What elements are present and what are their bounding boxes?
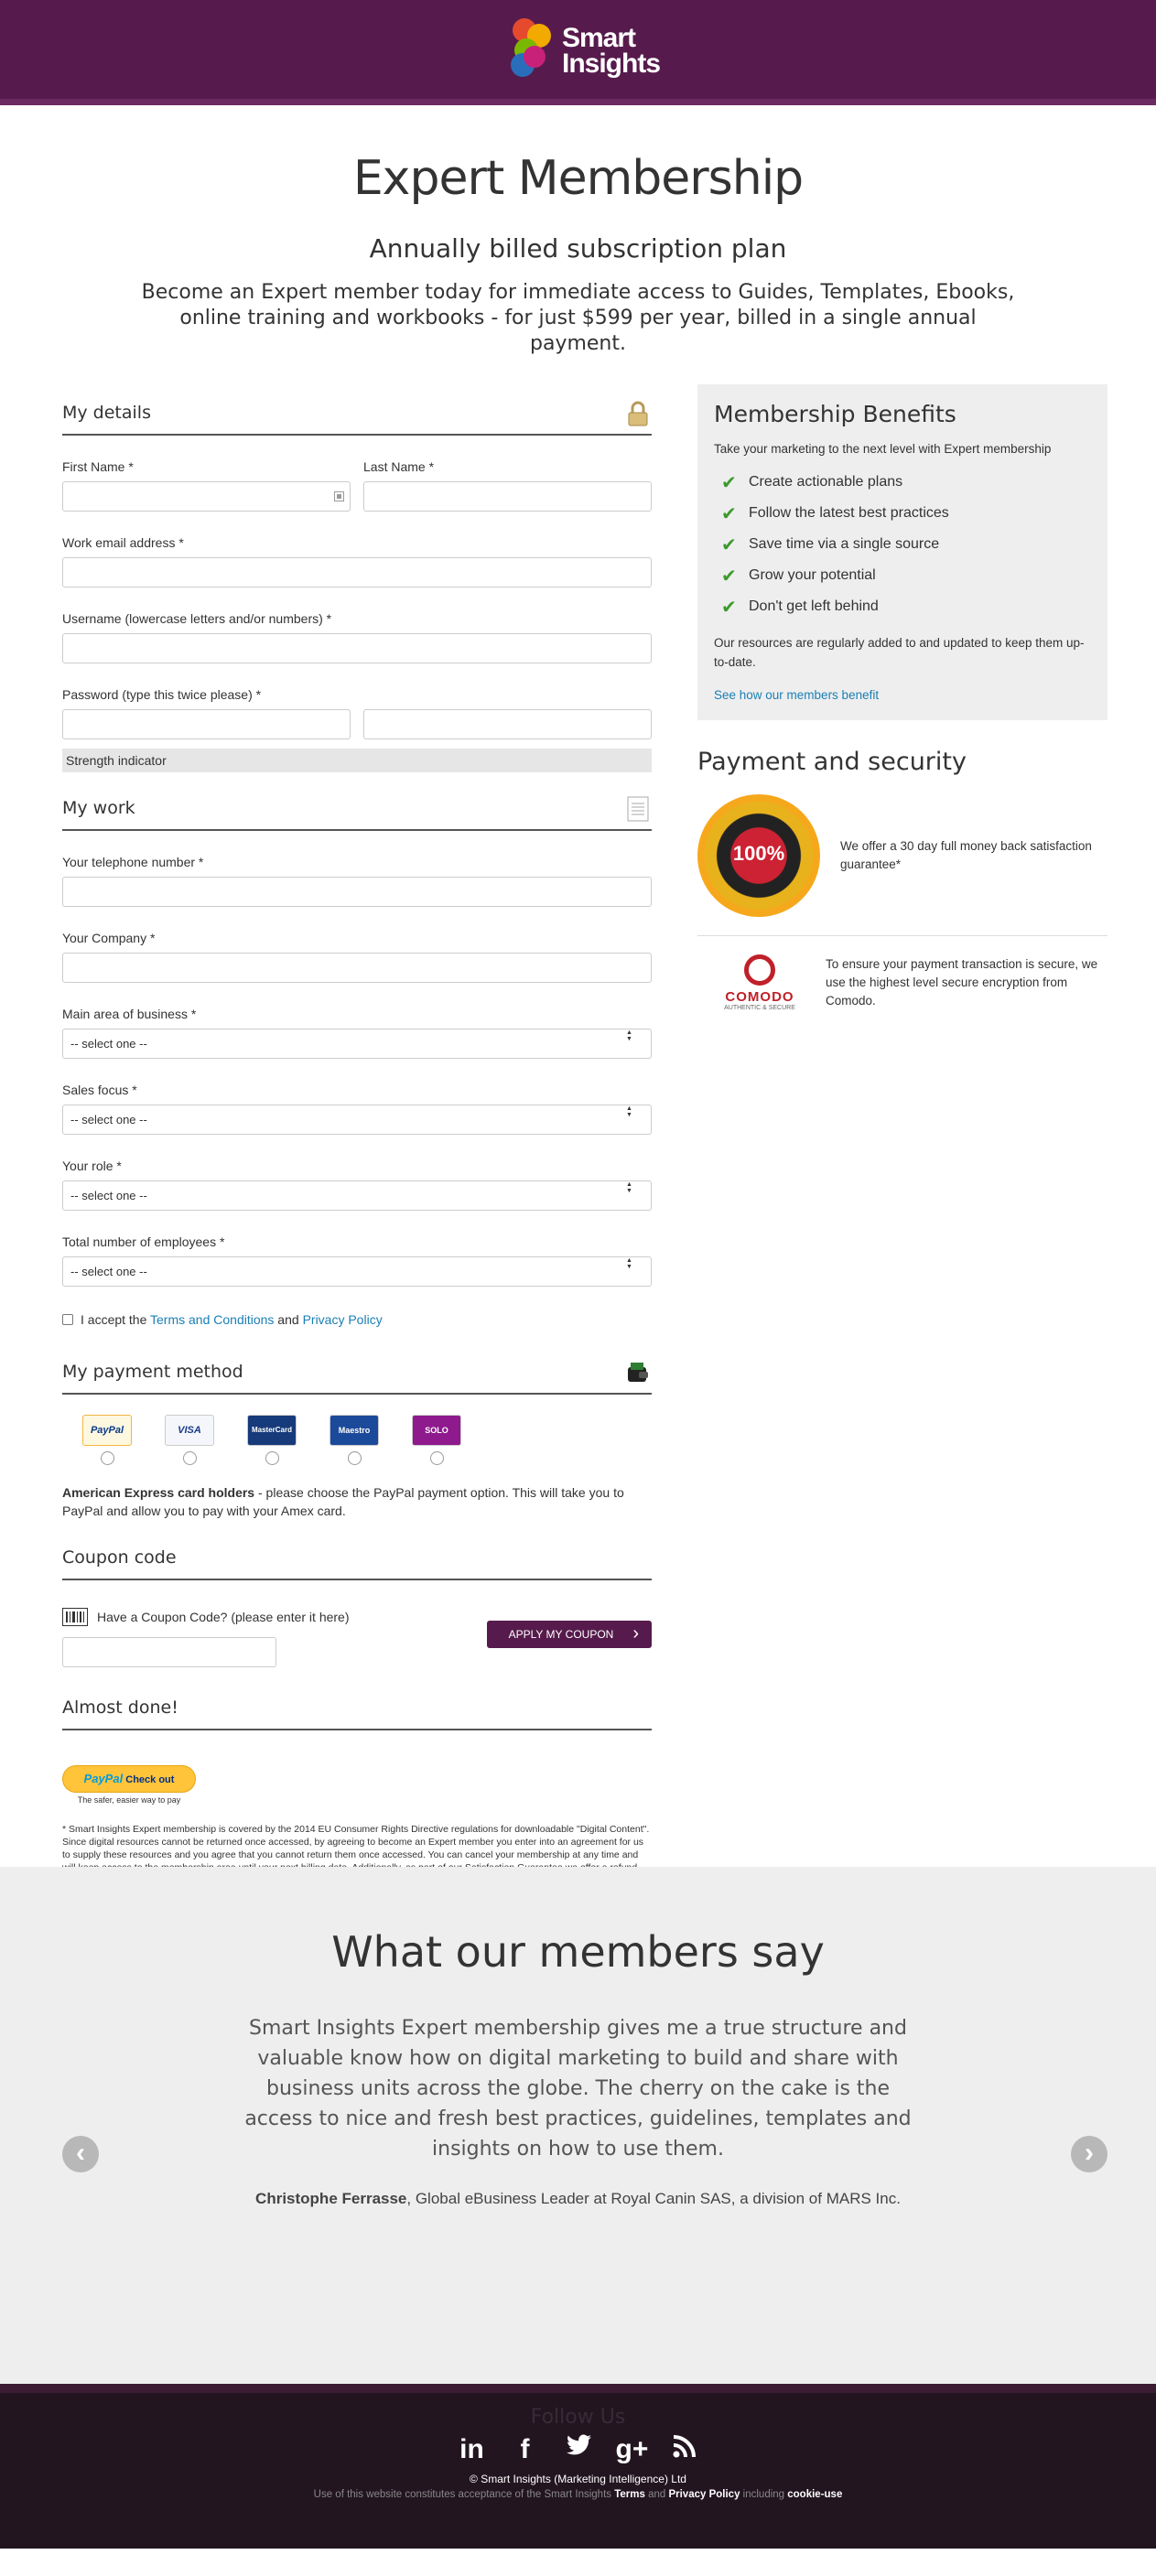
password-input[interactable] [62,709,351,739]
my-work-header [62,780,652,831]
solo-option[interactable] [408,1415,465,1465]
privacy-link[interactable]: Privacy Policy [302,1312,383,1327]
telephone-label: Your telephone number * [62,855,204,869]
sidebar [697,384,1107,1029]
terms-prefix: I accept the [81,1312,151,1327]
apply-coupon-button[interactable]: APPLY MY COUPON › [487,1621,652,1648]
logo-text-line2: Insights [562,49,661,79]
terms-notice [0,2489,1156,2500]
terms-link[interactable]: Terms and Conditions [150,1312,275,1327]
logo-text-line1: Smart [562,23,636,53]
check-icon: ✔ [721,597,737,618]
page-subtitle: Annually billed subscription plan [369,233,787,264]
social-links [0,2434,1156,2465]
almost-done-heading: Almost done! [62,1698,178,1718]
mastercard-radio[interactable] [265,1451,279,1465]
comodo-sub: AUTHENTIC & SECURE [724,1005,795,1011]
username-input[interactable] [62,633,652,663]
username-label: Username (lowercase letters and/or numbers) * [62,611,332,626]
email-input[interactable] [62,557,652,587]
my-work-heading: My work [62,798,135,818]
payment-heading: My payment method [62,1362,243,1382]
guarantee-item [697,776,1107,936]
password-confirm-input[interactable] [363,709,652,739]
guarantee-text: We offer a 30 day full money back satisfaction guarantee* [840,839,1092,871]
maestro-option[interactable] [326,1415,383,1465]
page-title: Expert Membership [352,151,804,206]
check-icon: ✔ [721,566,737,587]
first-name-label: First Name * [62,459,134,474]
almost-done-header [62,1679,652,1730]
footer-terms-link[interactable]: Terms [614,2489,645,2500]
role-select[interactable]: -- select one -- ▲▼ [62,1180,652,1211]
paypal-checkout-text: Check out [123,1774,175,1785]
site-header [0,0,1156,105]
visa-card-logo: VISA [165,1415,214,1446]
payment-options [62,1415,652,1465]
business-select[interactable]: -- select one -- ▲▼ [62,1029,652,1059]
linkedin-icon[interactable]: in [459,2434,484,2464]
document-icon [626,796,650,822]
coupon-label: Have a Coupon Code? (please enter it here) [97,1610,350,1624]
check-icon: ✔ [721,472,737,493]
wallet-icon [626,1360,650,1385]
comodo-lock-icon [744,954,775,986]
barcode-icon [62,1608,88,1626]
role-label: Your role * [62,1159,122,1173]
benefits-list [714,467,1091,622]
terms-checkbox[interactable] [62,1314,73,1325]
signup-form [62,384,652,1900]
footer-including: including [740,2489,788,2500]
benefit-text: Save time via a single source [749,536,940,552]
comodo-logo [714,954,805,1011]
employees-label: Total number of employees * [62,1234,225,1249]
payment-security-heading: Payment and security [697,748,967,776]
business-label: Main area of business * [62,1007,197,1021]
terms-and: and [274,1312,303,1327]
footer-and: and [644,2489,669,2500]
check-icon: ✔ [721,503,737,524]
members-benefit-link[interactable]: See how our members benefit [714,688,880,702]
facebook-icon[interactable]: f [520,2434,530,2464]
coupon-heading: Coupon code [62,1547,177,1568]
visa-radio[interactable] [183,1451,197,1465]
page-description: Become an Expert member today for immediate access to Guides, Templates, Ebooks, online training and workbooks - for just $599 per year, billed in a single annual payment. [141,281,1015,355]
sales-focus-select[interactable]: -- select one -- ▲▼ [62,1105,652,1135]
author-name: Christophe Ferrasse [255,2190,407,2207]
my-details-heading: My details [62,403,151,423]
testimonials-heading: What our members say [331,1927,825,1977]
prev-arrow-icon[interactable]: ‹ [62,2136,99,2172]
paypal-note: The safer, easier way to pay [77,1795,181,1805]
coupon-input[interactable] [62,1637,276,1667]
autofill-icon [334,491,344,501]
payment-header [62,1343,652,1395]
paypal-card-logo: PayPal [82,1415,132,1446]
list-item [714,529,1091,560]
maestro-radio[interactable] [348,1451,362,1465]
twitter-icon[interactable] [563,2434,594,2465]
solo-radio[interactable] [430,1451,444,1465]
benefit-text: Grow your potential [749,567,876,583]
my-details-header [62,384,652,436]
hero [0,105,1156,357]
email-label: Work email address * [62,535,184,550]
list-item [714,467,1091,498]
list-item [714,591,1091,622]
use-text: Use of this website constitutes acceptance of the Smart Insights [313,2489,615,2500]
padlock-icon [626,401,650,426]
mastercard-card-logo: MasterCard [247,1415,297,1446]
last-name-label: Last Name * [363,459,435,474]
benefit-text: Don't get left behind [749,598,879,614]
site-footer [0,2384,1156,2549]
benefits-sub: Take your marketing to the next level with Expert membership [714,442,1052,456]
terms-consent [62,1312,652,1327]
testimonials [0,1867,1156,2384]
coupon-header [62,1529,652,1580]
company-label: Your Company * [62,931,156,945]
main-content [0,357,1156,1867]
amex-bold: American Express card holders [62,1485,255,1500]
solo-card-logo: SOLO [412,1415,461,1446]
coupon-row [62,1608,652,1672]
testimonial-author [0,2190,1156,2208]
amex-text: - please choose the PayPal payment option. This will take you to PayPal and allow you to pay with your Amex card. [62,1485,624,1518]
resources-note: Our resources are regularly added to and updated to keep them up-to-date. [714,636,1085,669]
company-input[interactable] [62,953,652,983]
rss-icon[interactable] [669,2434,700,2465]
membership-benefits [697,384,1107,720]
maestro-card-logo: Maestro [330,1415,379,1446]
visa-option[interactable] [161,1415,218,1465]
copyright: © Smart Insights (Marketing Intelligence) Ltd [470,2473,686,2485]
legal-body: * Smart Insights Expert membership is covered by the 2014 EU Consumer Rights Directive regulations for downloadable "Digital Content". Since digital resources cannot be returned once accessed, by agreeing to become an Expert member you enter into an agreement for us to supply these resources and you agree that you cannot return them once accessed. You can cancel your membership at any time and [62,1824,650,1860]
comodo-text: To ensure your payment transaction is secure, we use the highest level secure encryption from Comodo. [826,957,1098,1008]
author-title: , Global eBusiness Leader at Royal Canin SAS, a division of MARS Inc. [406,2190,901,2207]
first-name-input[interactable] [62,481,351,512]
list-item [714,560,1091,591]
benefit-text: Follow the latest best practices [749,505,949,521]
testimonial-quote: Smart Insights Expert membership gives me a true structure and valuable know how on digital marketing to build and share with business units across the globe. The cherry on the cake is the access to nice and fresh best practices, guidelines, templates and insights on how to use them. [244,2017,912,2161]
seal-text: 100% [732,842,785,865]
paypal-radio[interactable] [101,1451,114,1465]
google-plus-icon[interactable]: g+ [615,2434,649,2464]
paypal-checkout-button[interactable] [62,1765,196,1805]
benefits-heading: Membership Benefits [714,401,956,427]
footer-cookie-link[interactable]: cookie-use [787,2489,843,2500]
password-label: Password (type this twice please) * [62,687,262,702]
check-icon: ✔ [721,534,737,555]
satisfaction-seal-icon [697,794,820,917]
sales-focus-label: Sales focus * [62,1083,137,1097]
strength-indicator: Strength indicator [62,749,652,772]
employees-select[interactable]: -- select one -- ▲▼ [62,1256,652,1287]
smart-insights-logo[interactable] [509,18,664,84]
benefit-text: Create actionable plans [749,474,903,490]
last-name-input[interactable] [363,481,652,512]
comodo-name: COMODO [725,989,794,1005]
telephone-input[interactable] [62,877,652,907]
follow-us: Follow Us [530,2406,626,2429]
next-arrow-icon[interactable]: › [1071,2136,1107,2172]
amex-note [62,1483,652,1520]
paypal-checkout-brand: PayPal [83,1772,124,1785]
list-item [714,498,1091,529]
logo-circles-icon [509,18,556,84]
paypal-option[interactable] [79,1415,135,1465]
comodo-item [697,936,1107,1029]
footer-privacy-link[interactable]: Privacy Policy [668,2489,740,2500]
mastercard-option[interactable] [243,1415,300,1465]
